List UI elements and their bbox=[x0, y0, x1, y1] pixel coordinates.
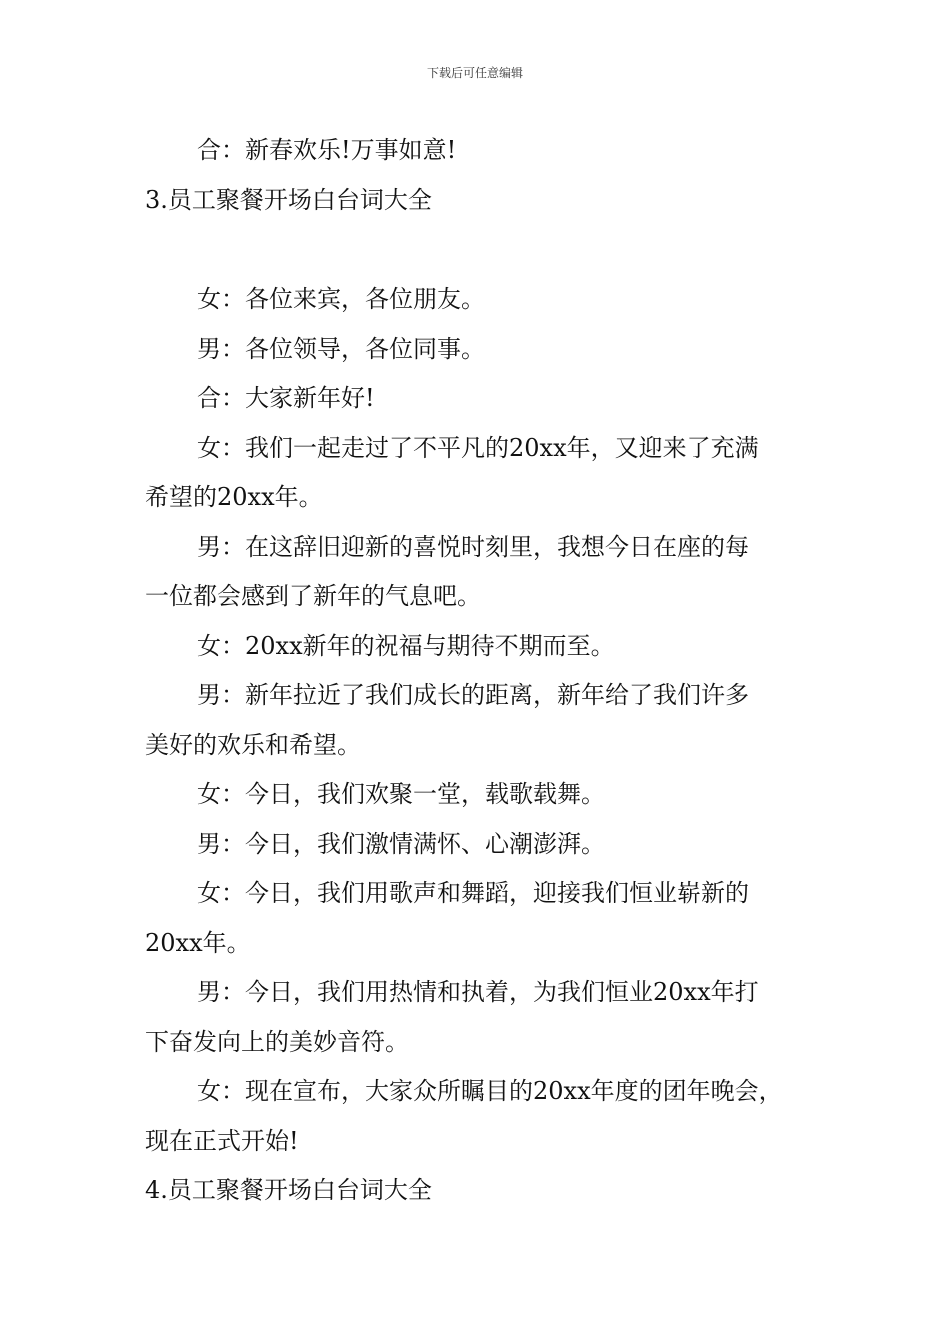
text-line: 男：各位领导，各位同事。 bbox=[197, 334, 485, 363]
text-line: 女：现在宣布，大家众所瞩目的20xx年度的团年晚会， bbox=[197, 1077, 783, 1105]
text-line: 女：20xx新年的祝福与期待不期而至。 bbox=[197, 631, 615, 660]
text-line: 男：今日，我们激情满怀、心潮澎湃。 bbox=[197, 829, 605, 858]
text-line: 合：大家新年好! bbox=[197, 384, 375, 412]
blank-line bbox=[145, 225, 825, 275]
text-line: 一位都会感到了新年的气息吧。 bbox=[145, 582, 481, 610]
text-line: 希望的20xx年。 bbox=[145, 483, 323, 511]
text-line: 男：新年拉近了我们成长的距离，新年给了我们许多 bbox=[197, 681, 749, 709]
text-line: 美好的欢乐和希望。 bbox=[145, 730, 361, 759]
text-line: 女：今日，我们用歌声和舞蹈，迎接我们恒业崭新的 bbox=[197, 879, 749, 907]
text-line: 男：在这辞旧迎新的喜悦时刻里，我想今日在座的每 bbox=[197, 532, 749, 561]
text-line: 女：今日，我们欢聚一堂，载歌载舞。 bbox=[197, 780, 605, 808]
text-line: 合：新春欢乐!万事如意! bbox=[197, 136, 457, 164]
section-heading: 4.员工聚餐开场白台词大全 bbox=[145, 1176, 432, 1204]
text-line: 现在正式开始! bbox=[145, 1126, 299, 1155]
text-line: 下奋发向上的美妙音符。 bbox=[145, 1027, 409, 1056]
text-line: 20xx年。 bbox=[145, 928, 251, 957]
page-header: 下载后可任意编辑 bbox=[426, 66, 523, 80]
document-body bbox=[145, 126, 825, 1216]
text-line: 男：今日，我们用热情和执着，为我们恒业20xx年打 bbox=[197, 978, 759, 1006]
text-line: 女：各位来宾，各位朋友。 bbox=[197, 285, 485, 313]
text-line: 女：我们一起走过了不平凡的20xx年，又迎来了充满 bbox=[197, 433, 759, 462]
section-heading: 3.员工聚餐开场白台词大全 bbox=[145, 185, 432, 214]
